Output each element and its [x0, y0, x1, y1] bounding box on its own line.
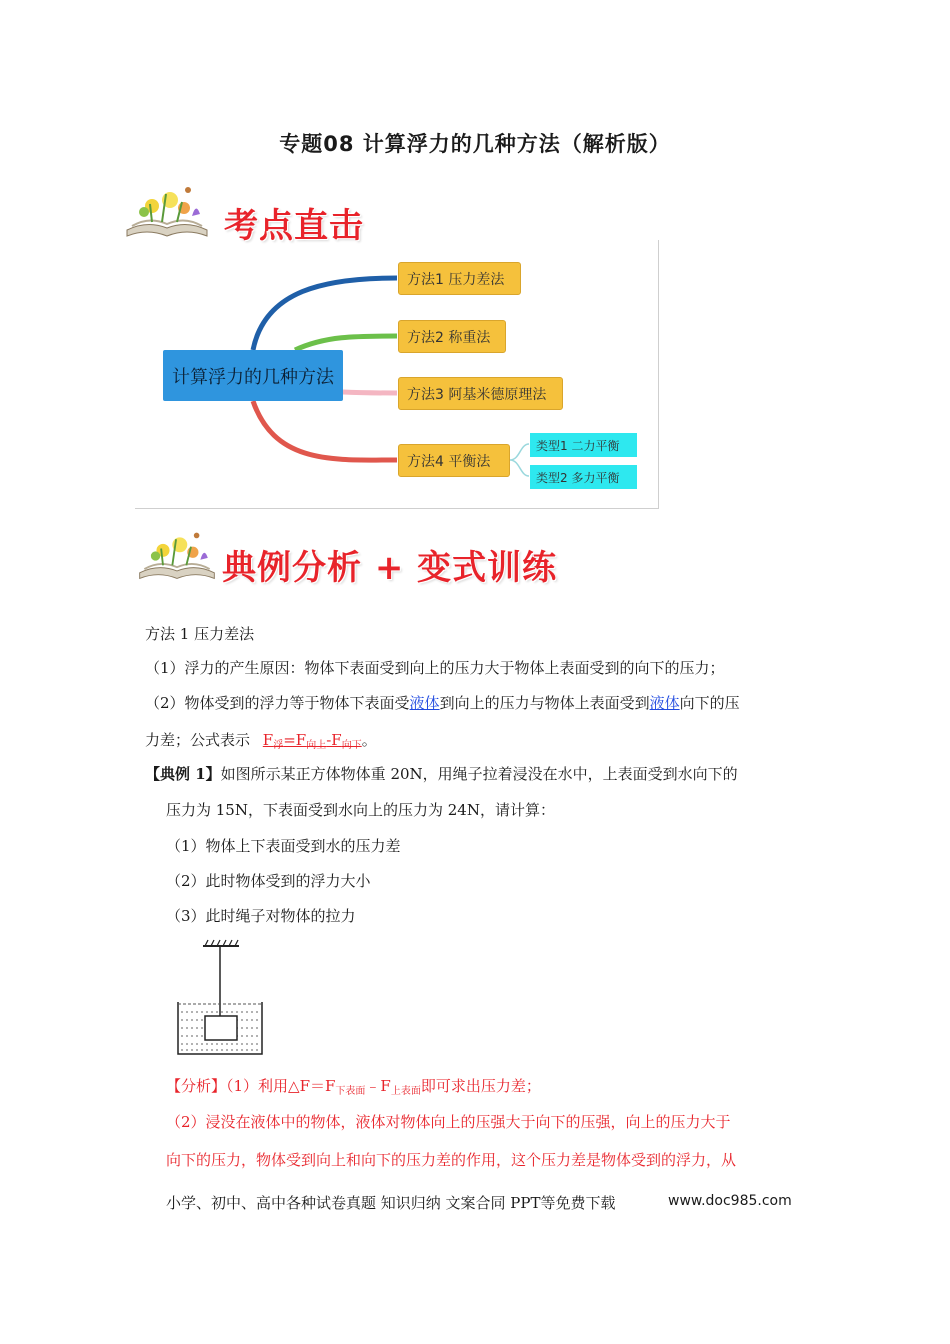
branch-line-2 — [295, 336, 397, 350]
analysis-line-3: 向下的压力，物体受到向上和向下的压力差的作用，这个压力差是物体受到的浮力，从 — [166, 1151, 737, 1169]
link-liquid-1[interactable]: 液体 — [409, 694, 440, 712]
question-1: （1）物体上下表面受到水的压力差 — [166, 837, 401, 855]
analysis-line-2: （2）浸没在液体中的物体，液体对物体向上的压强大于向下的压强，向上的压力大于 — [166, 1113, 731, 1131]
formula-minus: -F — [326, 731, 342, 749]
footer-text: 小学、初中、高中各种试卷真题 知识归纳 文案合同 PPT等免费下载 — [166, 1194, 616, 1212]
question-3: （3）此时绳子对物体的拉力 — [166, 907, 356, 925]
page-title: 专题08 计算浮力的几种方法（解析版） — [279, 132, 671, 156]
formula-sub-up: 向上 — [306, 740, 327, 751]
banner-kaodian: 考点直击 — [224, 206, 364, 246]
paragraph-2-b: 到向上的压力与物体上表面受到 — [439, 694, 650, 712]
book-flower-icon-2 — [135, 528, 219, 584]
paragraph-2-a: （2）物体受到的浮力等于物体下表面受 — [145, 694, 410, 712]
analysis-l1-a: （1）利用△F＝F — [226, 1077, 336, 1095]
example-text-1: 如图所示某正方体物体重 20N，用绳子拉着浸没在水中，上表面受到水向下的 — [220, 765, 738, 783]
mind-node-method3: 方法3 阿基米德原理法 — [398, 377, 563, 410]
example-line-2: 压力为 15N，下表面受到水向上的压力为 24N，请计算： — [166, 801, 555, 819]
sub-branch-bracket — [510, 444, 529, 476]
footer-url[interactable]: www.doc985.com — [668, 1193, 792, 1209]
analysis-label: 【分析】 — [166, 1077, 227, 1095]
mind-sub-type2: 类型2 多力平衡 — [530, 465, 637, 489]
formula-sub-fu: 浮 — [273, 740, 284, 751]
mind-node-method1: 方法1 压力差法 — [398, 262, 521, 295]
analysis-sub-top: 上表面 — [390, 1086, 421, 1097]
branch-line-3 — [343, 392, 397, 393]
mind-sub-type1: 类型1 二力平衡 — [530, 433, 637, 457]
example-line-1 — [145, 764, 738, 784]
formula-sub-down: 向下 — [341, 740, 362, 751]
figure-block-in-water — [175, 938, 267, 1058]
book-flower-icon — [122, 182, 212, 242]
formula-f: F — [262, 731, 274, 749]
question-2: （2）此时物体受到的浮力大小 — [166, 872, 371, 890]
formula-mid: =F — [283, 731, 307, 749]
branch-line-4 — [253, 401, 397, 460]
mind-root: 计算浮力的几种方法 — [163, 350, 343, 401]
example-label: 【典例 1】 — [145, 765, 221, 783]
paragraph-2-c: 向下的压 — [679, 694, 740, 712]
mind-map — [135, 240, 659, 509]
paragraph-1: （1）浮力的产生原因：物体下表面受到向上的压力大于物体上表面受到的向下的压力； — [145, 659, 725, 677]
analysis-l1-b: ﹣F — [365, 1077, 391, 1095]
link-liquid-2[interactable]: 液体 — [649, 694, 680, 712]
analysis-sub-bottom: 下表面 — [335, 1086, 366, 1097]
paragraph-3 — [145, 730, 377, 756]
mind-node-method4: 方法4 平衡法 — [398, 444, 510, 477]
method1-heading: 方法 1 压力差法 — [145, 625, 255, 643]
paragraph-3-a: 力差；公式表示 — [145, 731, 251, 749]
formula — [263, 731, 362, 749]
analysis-line-1 — [166, 1076, 541, 1102]
formula-end: 。 — [361, 731, 377, 749]
banner-dianli: 典例分析 + 变式训练 — [222, 548, 558, 588]
mind-node-method2: 方法2 称重法 — [398, 320, 506, 353]
analysis-l1-c: 即可求出压力差； — [420, 1077, 541, 1095]
paragraph-2 — [145, 693, 740, 713]
